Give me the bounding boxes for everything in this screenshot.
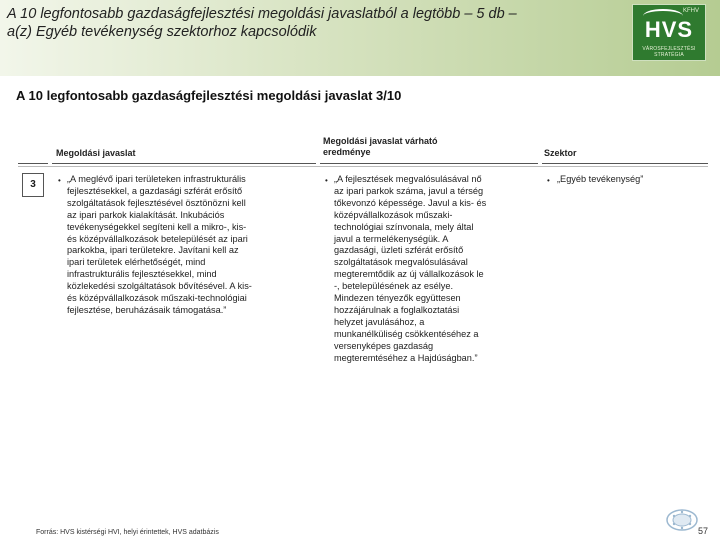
source-note: Forrás: HVS kistérségi HVI, helyi érintettek, HVS adatbázis [36,529,219,536]
proposal-line: infrastrukturális fejlesztésekkel, mind [67,269,217,280]
result-line: gazdasági, üzleti szférát erősítő [334,245,464,256]
column-header-proposal: Megoldási javaslat [56,148,136,158]
proposal-line: ipari területek elérhetőségét, mind [67,257,206,268]
logo-top-text: KFHV [682,8,699,14]
result-line: versenyképes gazdaság [334,340,434,351]
proposal-line: szolgáltatások fejlesztésével ösztönözni kell [67,197,246,208]
result-line: tőkevonzó képessége. Javul a kis- és [334,197,487,208]
result-line: „A fejlesztések megvalósulásával nő [334,174,482,184]
proposal-text [67,174,317,317]
header-rule-number [18,163,48,164]
page-title-line-1: A 10 legfontosabb gazdaságfejlesztési megoldási javaslatból a legtöbb – 5 db – [7,6,517,22]
eu-emblem-icon [664,507,700,533]
logo-subtitle: VÁROSFEJLESZTÉSI STRATÉGIA [642,46,696,58]
header-rule-result [320,163,538,164]
result-line: Mindezen tényezők együttesen [334,293,461,304]
proposal-line: parkokba, ipari területekre. Javítani kell az [67,245,239,256]
proposal-line: és középvállalkozások műszaki-technológiai [67,293,247,304]
header-rule-secondary [18,166,708,167]
page-number: 57 [697,526,708,536]
result-line: megteremtéséhez a Hajdúságban.” [334,352,478,363]
result-line: technológiai színvonala, mely által [334,221,474,232]
result-text [334,174,544,365]
column-header-result [323,136,438,158]
result-line: hozzájárulnak a foglalkoztatási [334,304,460,315]
result-line: megteremtődik az új vállalkozások le [334,269,484,280]
proposal-line: fejlesztése, beruházásaik támogatása.” [67,304,227,315]
bullet-icon: • [58,176,61,185]
page-title-line-2: a(z) Egyéb tevékenység szektorhoz kapcsolódik [7,24,317,40]
result-line: helyzet javulásához, a [334,316,425,327]
header-banner [0,0,720,76]
result-line: javul a termelékenységük. A [334,233,449,244]
column-header-sector: Szektor [544,148,577,158]
section-title: A 10 legfontosabb gazdaságfejlesztési megoldási javaslat 3/10 [16,88,402,103]
proposal-line: „A meglévő ipari területeken infrastrukturális [67,174,246,184]
logo-brand: HVS [644,17,694,42]
hvs-logo [632,4,706,61]
row-number-badge: 3 [22,173,44,197]
header-rule-proposal [52,163,316,164]
column-header-result-line-1: Megoldási javaslat várható [323,136,438,146]
bullet-icon: • [547,176,550,185]
result-line: az ipari parkok száma, javul a térség [334,185,484,196]
proposal-line: fejlesztésekkel, a gazdasági szférát erősítő [67,185,243,196]
column-header-result-line-2: eredménye [323,147,371,157]
result-line: szolgáltatások megvalósulásával [334,257,468,268]
result-line: munkanélküliség csökkentéséhez a [334,328,479,339]
header-rule-sector [542,163,708,164]
proposal-line: és középvállalkozások betelepülését az ipari [67,233,248,244]
result-line: -, betelepülésének az esélye. [334,281,454,292]
page-title [7,5,607,41]
sector-text: „Egyéb tevékenység” [557,174,644,184]
proposal-line: közlekedési szolgáltatások bővítésével. A kis- [67,281,252,292]
proposal-line: tevékenységekkel segíteni kell a mikro-, kis- [67,221,247,232]
result-line: középvállalkozások műszaki- [334,209,453,220]
proposal-line: az ipari parkok kialakítását. Inkubációs [67,209,225,220]
bullet-icon: • [325,176,328,185]
